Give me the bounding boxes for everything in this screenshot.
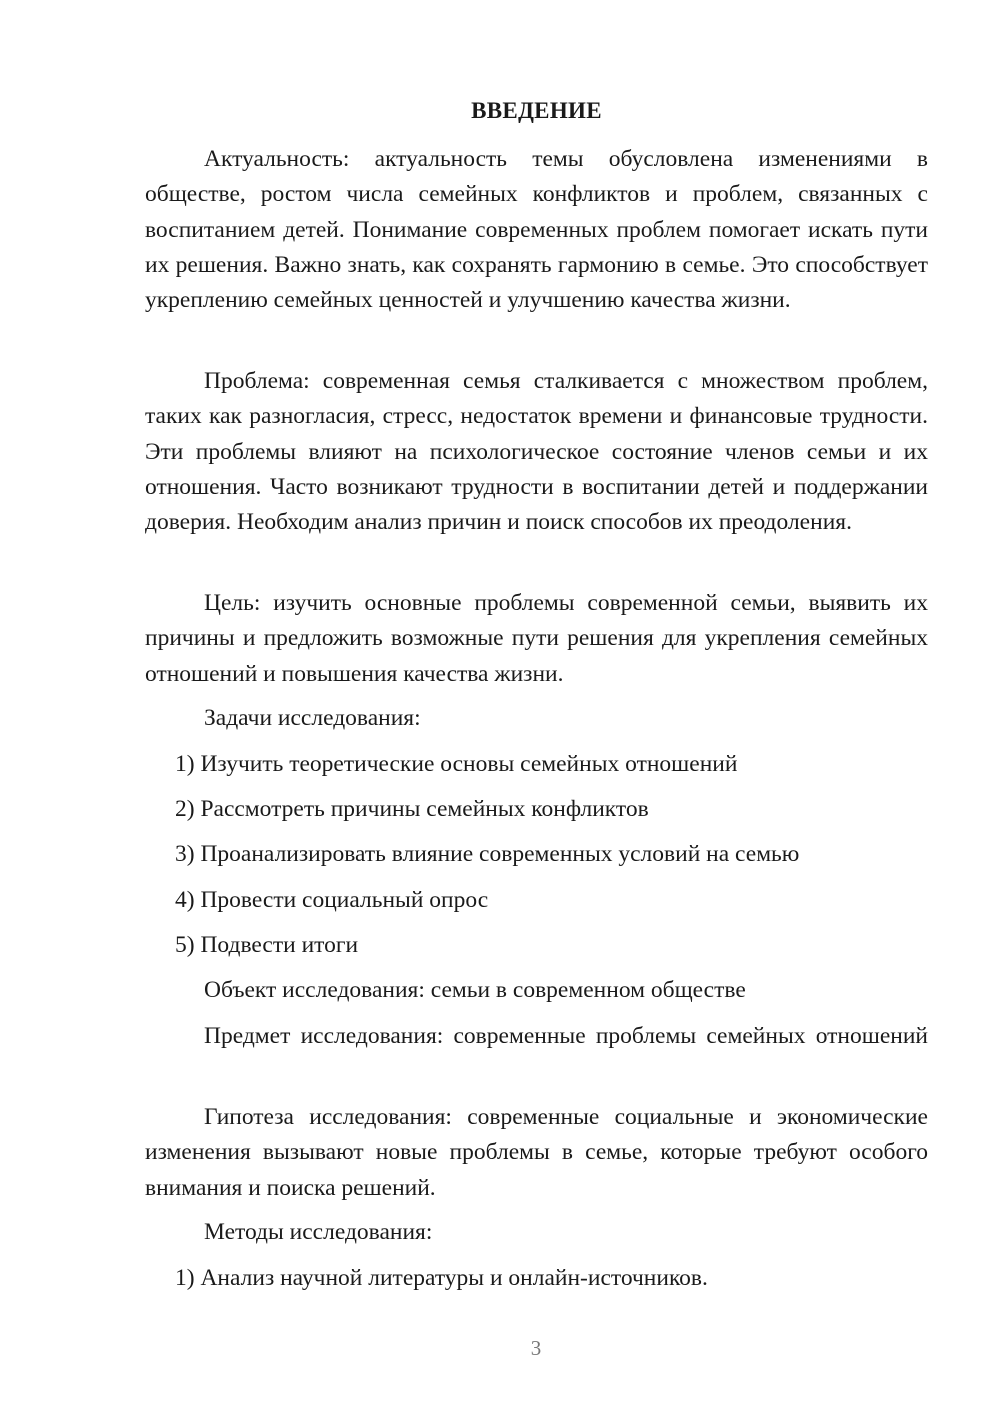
subject-paragraph	[145, 1019, 928, 1054]
section-heading: ВВЕДЕНИЕ	[471, 98, 602, 123]
problem-paragraph: Проблема: современная семья сталкивается с множеством проблем, таких как разногласия, стресс, недостаток времени и финансовые трудности. Эти проблемы влияют на психологическое состояние членов семьи и их отношения. Часто возникают трудности в воспитании детей и поддержании доверия. Необходим анализ причин и поиск способов их преодоления.	[145, 368, 928, 536]
task-item: 3) Проанализировать влияние современных условий на семью	[175, 841, 800, 867]
goal-paragraph: Цель: изучить основные проблемы современной семьи, выявить их причины и предложить возможные пути решения для укрепления семейных отношений и повышения качества жизни.	[145, 590, 928, 687]
relevance-paragraph: Актуальность: актуальность темы обусловлена изменениями в обществе, ростом числа семейных конфликтов и проблем, связанных с воспитанием детей. Понимание современных проблем помогает искать пути их решения. Важно знать, как сохранять гармонию в семье. Это способствует укреплению семейных ценностей и улучшению качества жизни.	[145, 146, 928, 314]
task-item: 1) Изучить теоретические основы семейных отношений	[175, 751, 738, 777]
task-item: 4) Провести социальный опрос	[175, 887, 489, 913]
methods-title: Методы исследования:	[204, 1219, 433, 1245]
page-number: 3	[530, 1336, 542, 1360]
task-item: 5) Подвести итоги	[175, 932, 359, 958]
object-line: Объект исследования: семьи в современном обществе	[204, 977, 746, 1003]
subject-text: Предмет исследования: современные проблемы семейных отношений	[204, 1023, 928, 1049]
tasks-title: Задачи исследования:	[204, 705, 421, 731]
task-item: 2) Рассмотреть причины семейных конфликтов	[175, 796, 649, 822]
method-item: 1) Анализ научной литературы и онлайн-источников.	[175, 1265, 708, 1291]
hypothesis-paragraph: Гипотеза исследования: современные социальные и экономические изменения вызывают новые проблемы в семье, которые требуют особого внимания и поиска решений.	[145, 1104, 928, 1201]
